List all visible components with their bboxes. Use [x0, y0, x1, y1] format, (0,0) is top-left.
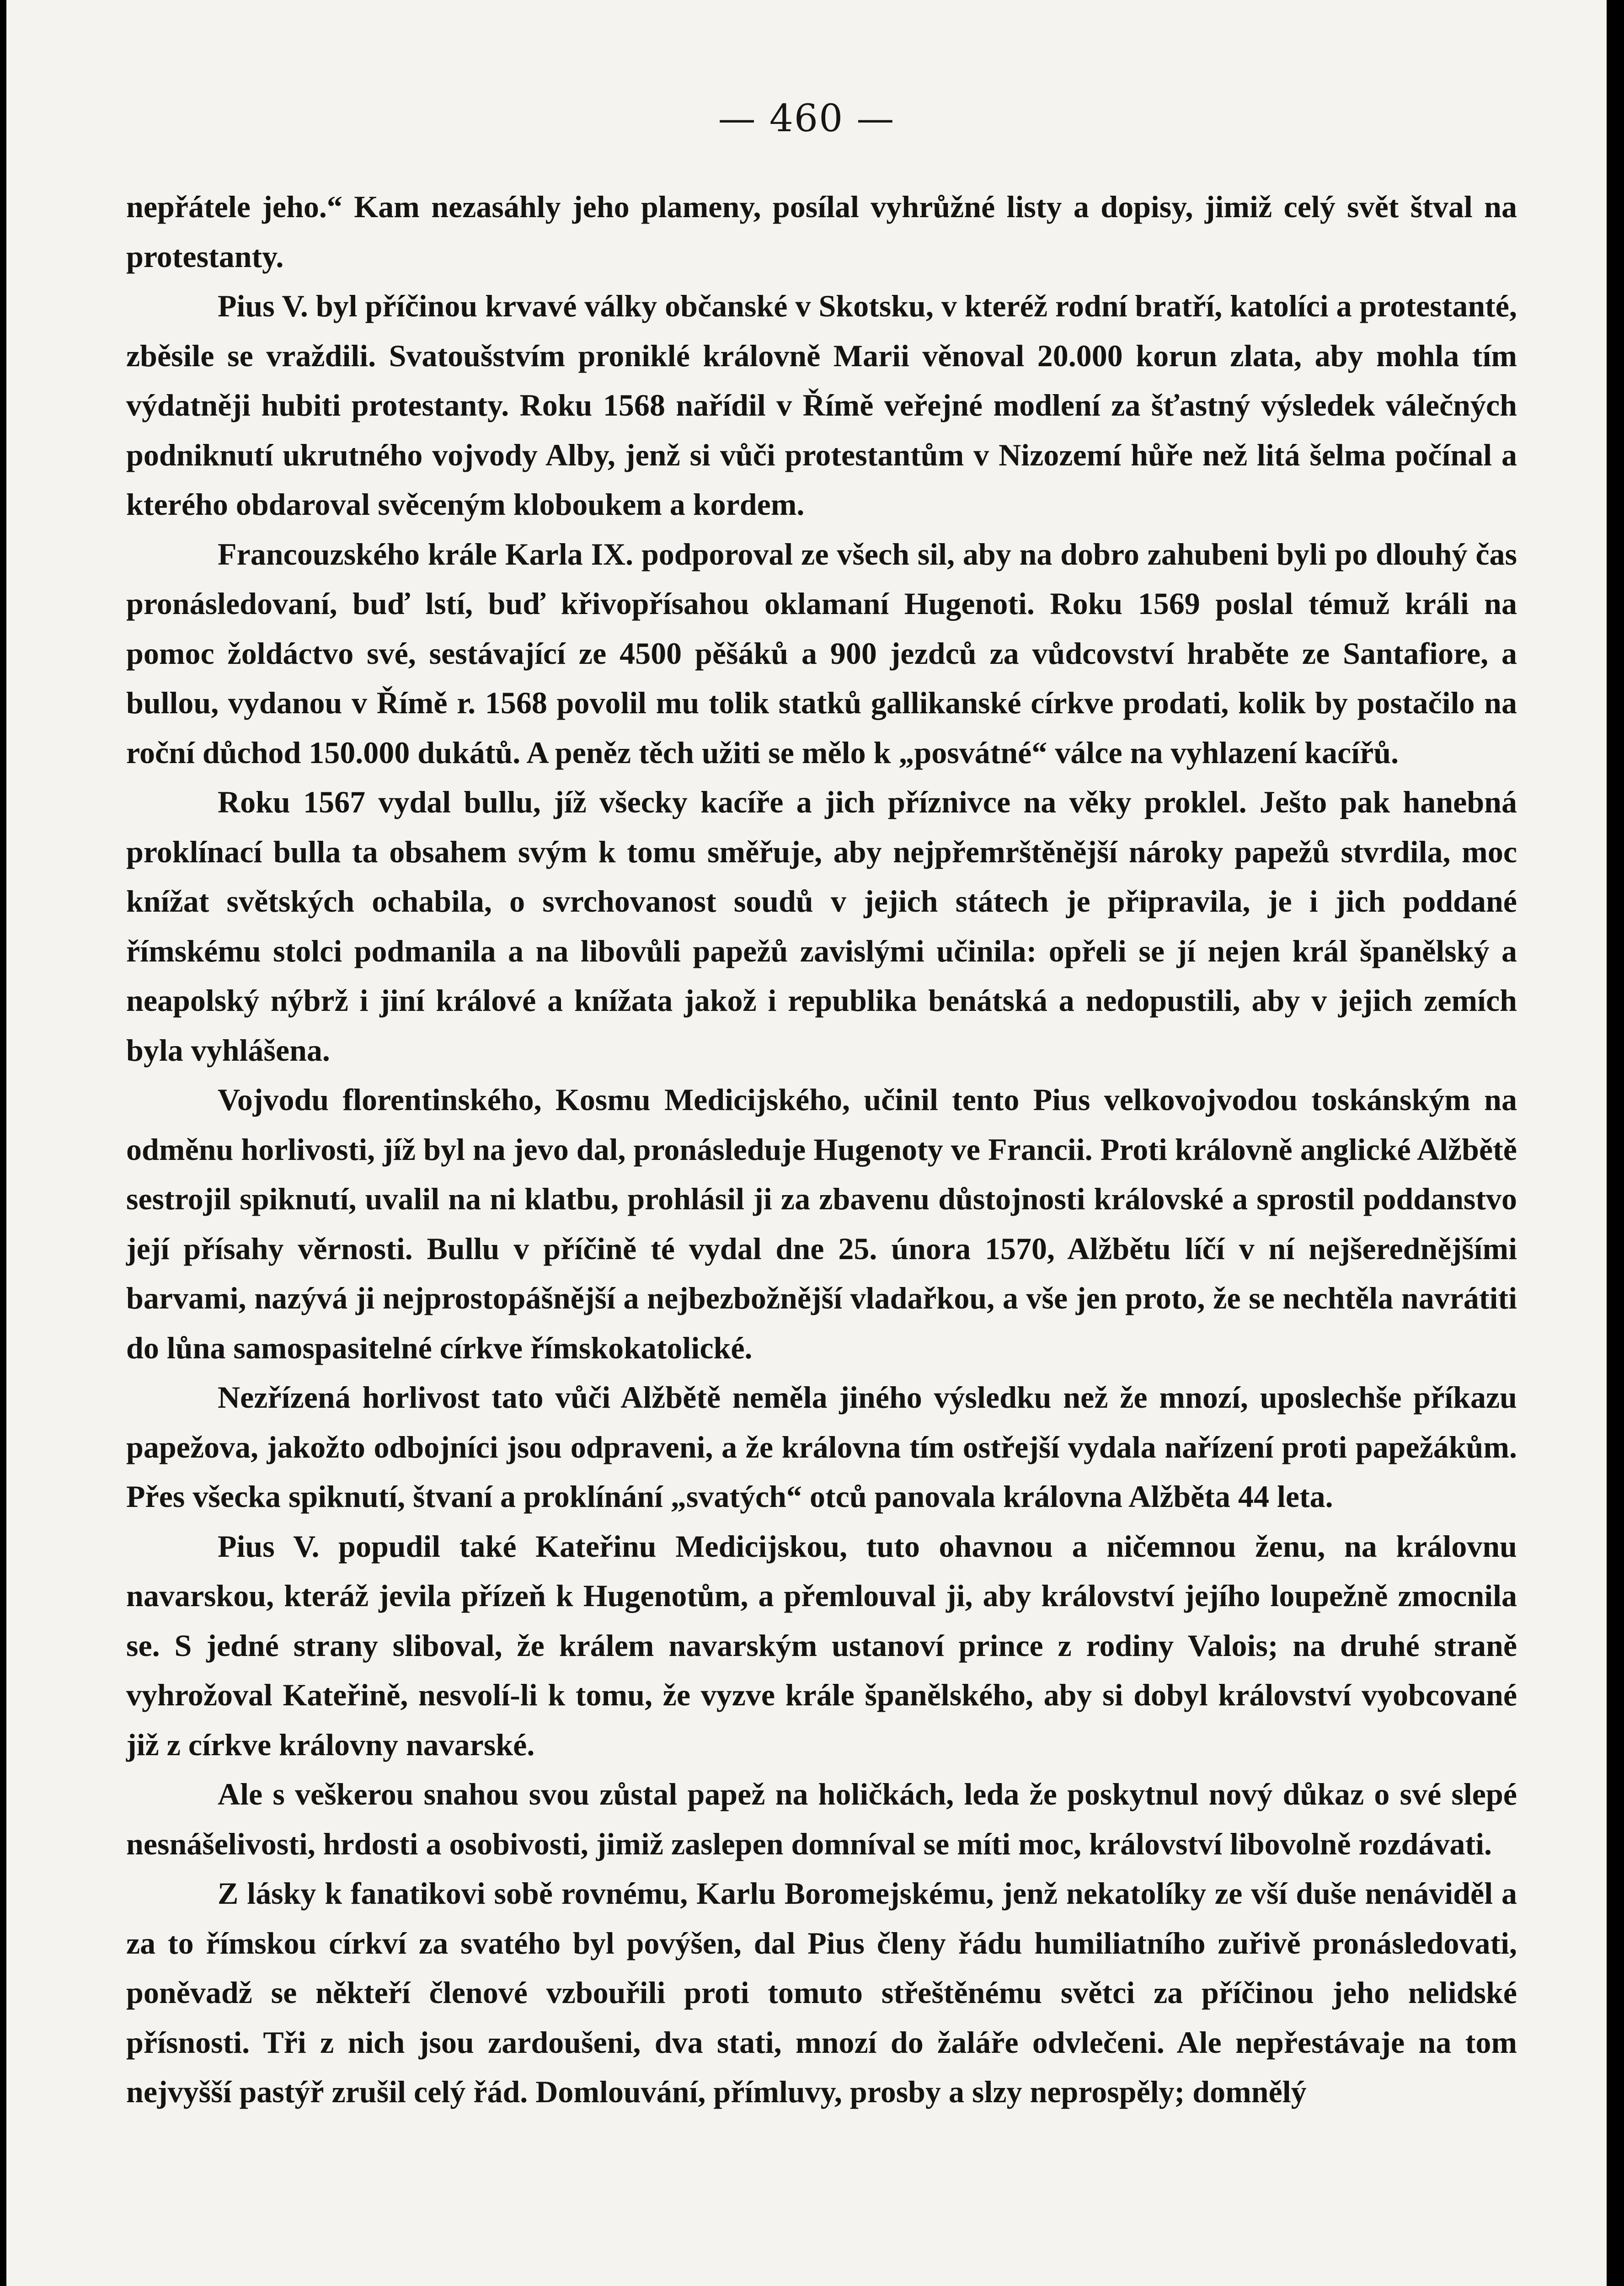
paragraph-catherine-medici: Pius V. popudil také Kateřinu Medicijskou, tuto ohavnou a ničemnou ženu, na královnu navarskou, kteráž jevila přízeň k Hugenotům, a přemlouval ji, aby království jejího loupežně zmocnila se. S jedné strany sliboval, že králem navarským ustanoví prince z rodiny Valois; na druhé straně vyhrožoval Kateřině, nesvolí-li k tomu, že vyzve krále španělského, aby si dobyl království vyobcované již z církve královny navarské.: [126, 1528, 1517, 1762]
paragraph-bull-1567: Roku 1567 vydal bullu, jíž všecky kacíře a jich příznivce na věky proklel. Ješto pak hanebná proklínací bulla ta obsahem svým k tomu směřuje, aby nejpřemrštěnější nároky papežů stvrdila, moc knížat světských ochabila, o svrchovanost soudů v jejich státech je připravila, je i jich poddané římskému stolci podmanila a na libovůli papežů zavislými učinila: opřeli se jí nejen král španělský a neapolský nýbrž i jiní králové a knížata jakož i republika benátská a nedopustili, aby v jejich zemích byla vyhlášena.: [126, 785, 1517, 1068]
body-text: [126, 182, 1517, 2117]
paragraph-charles-ix: Francouzského krále Karla IX. podporoval ze všech sil, aby na dobro zahubeni byli po dlouhý čas pronásledovaní, buď lstí, buď křivopřísahou oklamaní Hugenoti. Roku 1569 poslal témuž králi na pomoc žoldáctvo své, sestávající ze 4500 pěšáků a 900 jezdců za vůdcovství hraběte ze Santafiore, a bullou, vydanou v Římě r. 1568 povolil mu tolik statků gallikanské církve prodati, kolik by postačilo na roční důchod 150.000 dukátů. A peněz těch užiti se mělo k „posvátné“ válce na vyhlazení kacířů.: [126, 536, 1517, 770]
paragraph-continuation: nepřátele jeho.“ Kam nezasáhly jeho plameny, posílal vyhrůžné listy a dopisy, jimiž celý svět štval na protestanty.: [126, 189, 1517, 274]
paragraph-florence-elizabeth: Vojvodu florentinského, Kosmu Medicijského, učinil tento Pius velkovojvodou toskánským na odměnu horlivosti, jíž byl na jevo dal, pronásleduje Hugenoty ve Francii. Proti královně anglické Alžbětě sestrojil spiknutí, uvalil na ni klatbu, prohlásil ji za zbavenu důstojnosti královské a sprostil poddanstvo její přísahy věrnosti. Bullu v příčině té vydal dne 25. února 1570, Alžbětu líčí v ní nejšerednějšími barvami, nazývá ji nejprostopášnější a nejbezbožnější vladařkou, a vše jen proto, že se nechtěla navrátiti do lůna samospasitelné církve římskokatolické.: [126, 1082, 1517, 1365]
paragraph-pope-failure: Ale s veškerou snahou svou zůstal papež na holičkách, leda že poskytnul nový důkaz o své slepé nesnášelivosti, hrdosti a osobivosti, jimiž zaslepen domníval se míti moc, království libovolně rozdávati.: [126, 1777, 1517, 1861]
paragraph-borromeo: Z lásky k fanatikovi sobě rovnému, Karlu Boromejskému, jenž nekatolíky ze vší duše nenáviděl a za to římskou církví za svatého byl povýšen, dal Pius členy řádu humiliatního zuřivě pronásledovati, poněvadž se někteří členové vzbouřili proti tomuto střeštěnému světci za příčinou jeho nelidské přísnosti. Tři z nich jsou zardoušeni, dva stati, mnozí do žaláře odvlečeni. Ale nepřestávaje na tom nejvyšší pastýř zrušil celý řád. Domlouvání, přímluvy, prosby a slzy neprospěly; domnělý: [126, 1876, 1517, 2109]
page-number: — 460 —: [718, 97, 895, 140]
paragraph-zeal-result: Nezřízená horlivost tato vůči Alžbětě neměla jiného výsledku než že mnozí, uposlechše příkazu papežova, jakožto odbojníci jsou odpraveni, a že královna tím ostřejší vydala nařízení proti papežákům. Přes všecka spiknutí, štvaní a proklínání „svatých“ otců panovala královna Alžběta 44 leta.: [126, 1380, 1517, 1514]
paragraph-pius-scotland: Pius V. byl příčinou krvavé války občanské v Skotsku, v kteréž rodní bratří, katolíci a protestanté, zběsile se vraždili. Svatoušstvím proniklé královně Marii věnoval 20.000 korun zlata, aby mohla tím výdatněji hubiti protestanty. Roku 1568 nařídil v Římě veřejné modlení za šťastný výsledek válečných podniknutí ukrutného vojvody Alby, jenž si vůči protestantům v Nizozemí hůře než litá šelma počínal a kterého obdaroval svěceným kloboukem a kordem.: [126, 288, 1517, 522]
book-page: [6, 0, 1607, 2286]
